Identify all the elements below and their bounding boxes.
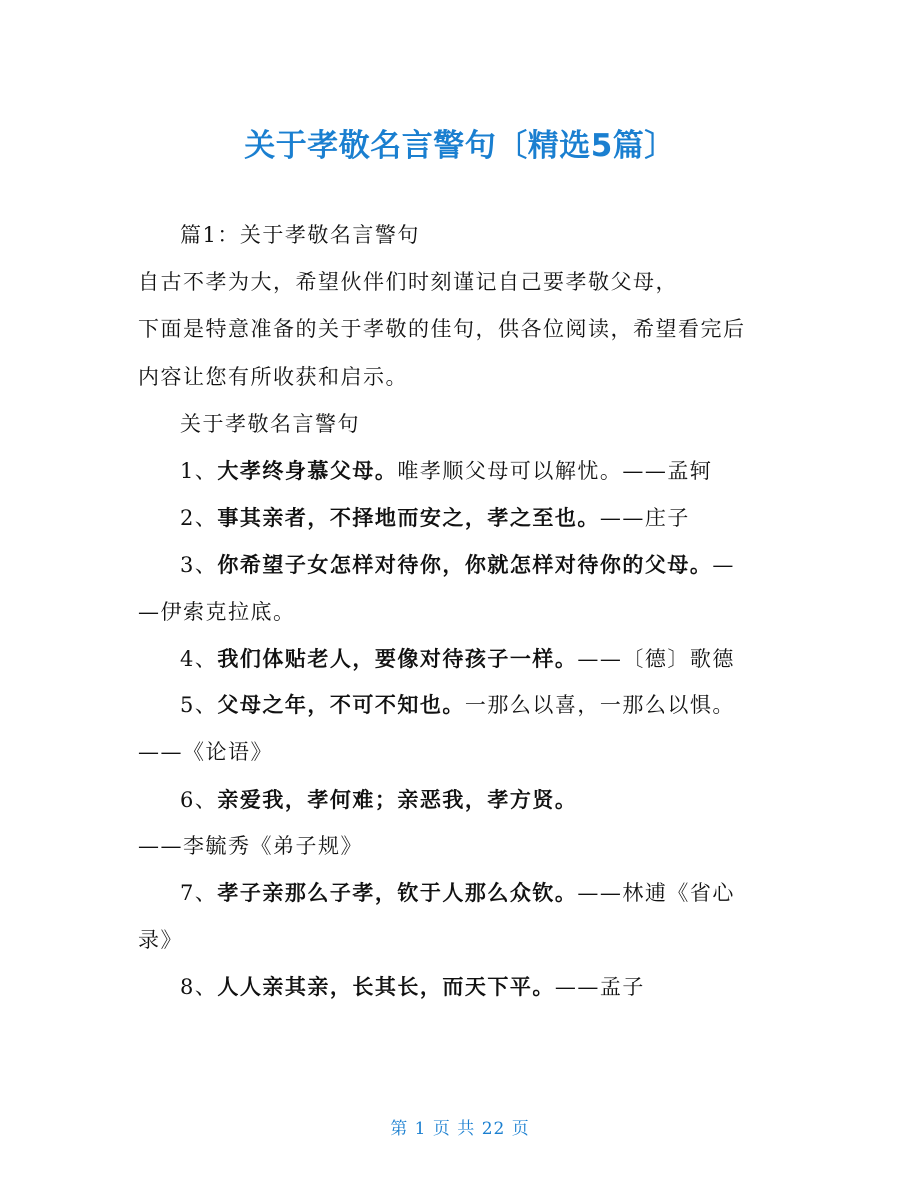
quote-source: ——孟子 (554, 975, 645, 999)
quote-3 (180, 549, 735, 579)
quote-number: 3、 (180, 553, 218, 577)
quote-number: 1、 (180, 459, 218, 483)
quote-text: 人人亲其亲，长其长，而天下平。 (217, 974, 555, 999)
quote-text: 大孝终身慕父母。 (217, 458, 398, 483)
quote-text: 我们体贴老人，要像对待孩子一样。 (217, 646, 578, 671)
quote-3-source-continued: —伊索克拉底。 (138, 600, 296, 624)
quote-number: 6、 (180, 788, 218, 812)
quote-5-source-continued: ——《论语》 (138, 740, 273, 764)
quote-text: 事其亲者，不择地而安之，孝之至也。 (217, 505, 600, 530)
quote-number: 2、 (180, 506, 218, 530)
intro-line-1: 自古不孝为大，希望伙伴们时刻谨记自己要孝敬父母， (138, 270, 678, 294)
quote-5 (180, 689, 735, 719)
document-title: 关于孝敬名言警句〔精选5篇〕 (244, 128, 676, 164)
quote-6-source-continued: ——李毓秀《弟子规》 (138, 834, 363, 858)
subheading: 关于孝敬名言警句 (180, 412, 360, 436)
quote-text: 父母之年，不可不知也。 (217, 692, 465, 717)
quote-number: 7、 (180, 881, 218, 905)
intro-line-3: 内容让您有所收获和启示。 (138, 365, 408, 389)
section-heading: 篇1：关于孝敬名言警句 (180, 223, 420, 247)
quote-text: 孝子亲那么子孝，钦于人那么众钦。 (217, 880, 578, 905)
quote-number: 8、 (180, 975, 218, 999)
quote-7 (180, 877, 735, 907)
quote-2 (180, 502, 690, 532)
quote-1 (180, 455, 712, 485)
quote-8 (180, 971, 645, 1001)
quote-number: 5、 (180, 693, 218, 717)
intro-line-2: 下面是特意准备的关于孝敬的佳句，供各位阅读，希望看完后 (138, 317, 746, 341)
quote-source: ——林逋《省心 (577, 881, 735, 905)
quote-4 (180, 643, 735, 673)
page-number-footer: 第 1 页 共 22 页 (390, 1119, 530, 1139)
quote-source: 唯孝顺父母可以解忧。——孟轲 (397, 459, 713, 483)
quote-source: ——庄子 (599, 506, 690, 530)
quote-number: 4、 (180, 647, 218, 671)
quote-text: 亲爱我，孝何难；亲恶我，孝方贤。 (217, 787, 578, 812)
quote-6 (180, 784, 577, 814)
quote-text: 你希望子女怎样对待你，你就怎样对待你的父母。 (217, 552, 713, 577)
quote-source: — (712, 553, 735, 577)
quote-source: ——〔德〕歌德 (577, 647, 735, 671)
quote-7-source-continued: 录》 (138, 928, 183, 952)
quote-source: 一那么以喜，一那么以惧。 (464, 693, 735, 717)
